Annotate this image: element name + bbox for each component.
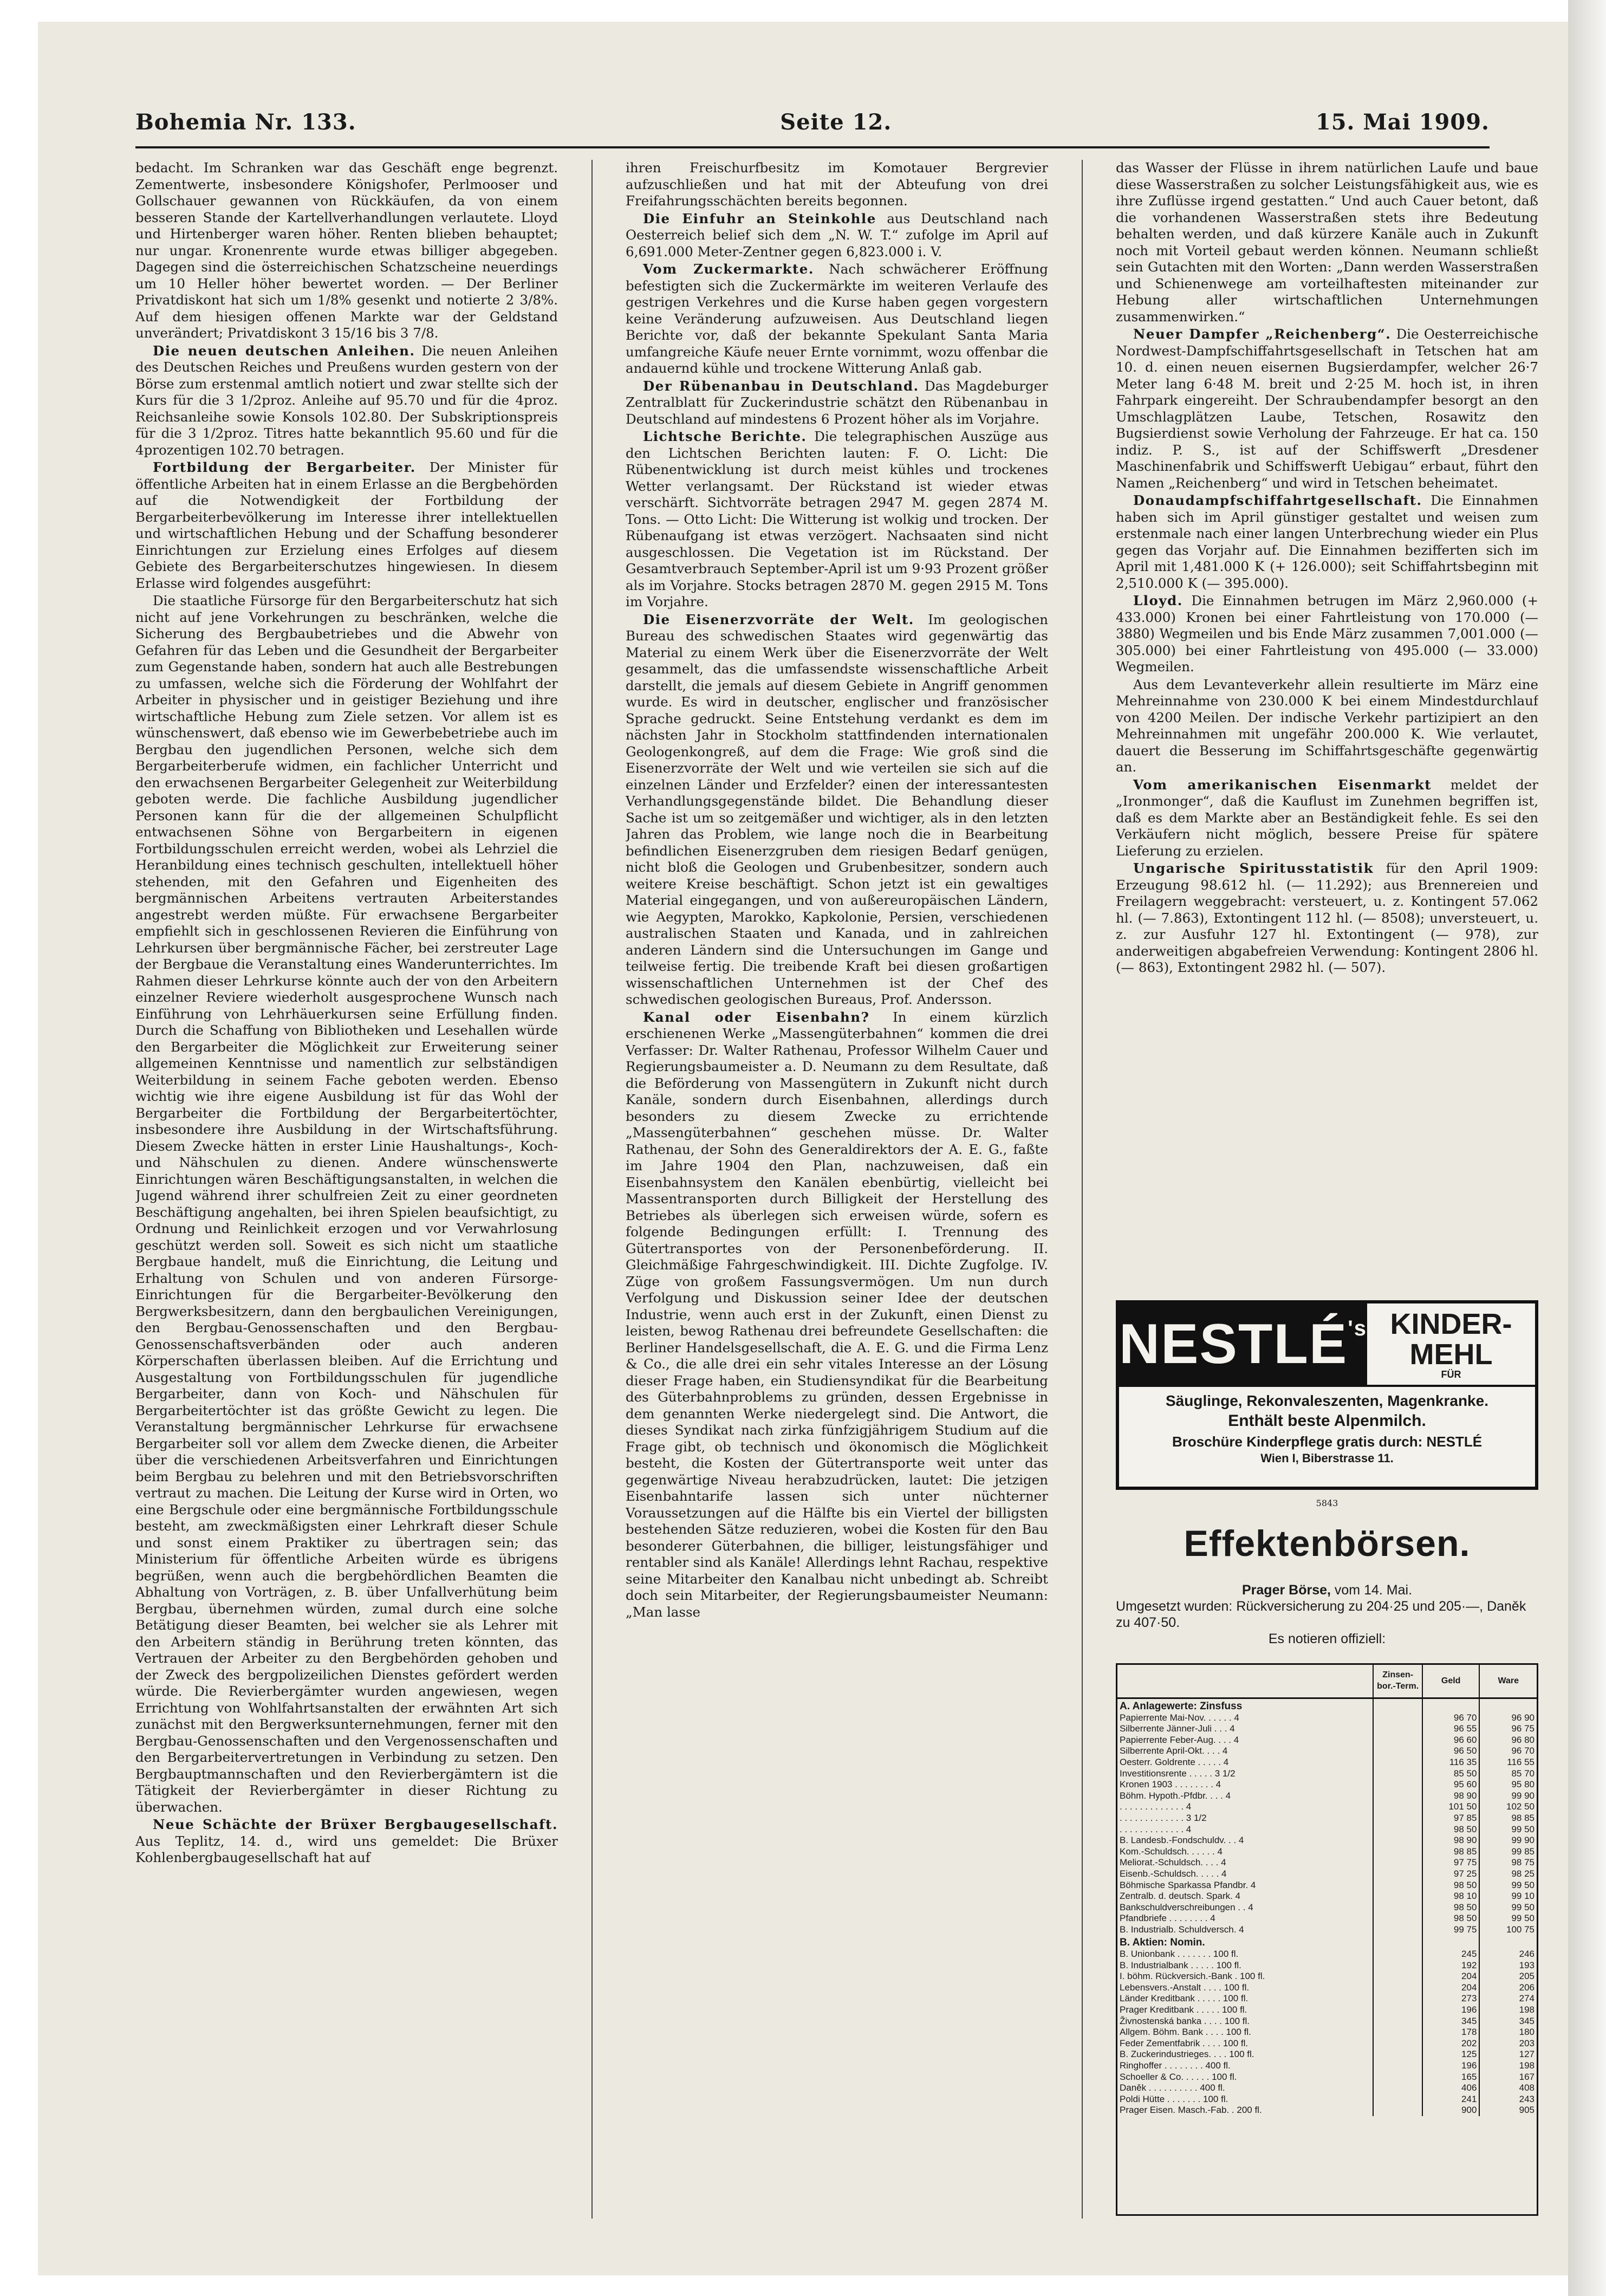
article-text: Das Magdeburger Zentralblatt für Zuckerindustrie schätzt den Rübenanbau in Deutschland auf mindestens 6 Prozent höher als im Vorjahre.: [626, 378, 1048, 427]
table-row: [1117, 1949, 1537, 1960]
table-row: [1117, 1924, 1537, 1936]
effekten-date: vom 14. Mai.: [1334, 1582, 1413, 1598]
interest-term: [1373, 1813, 1422, 1824]
paragraph: Die staatliche Fürsorge für den Bergarbeiterschutz hat sich nicht auf jene Vorkehrungen zu beschränken, welche die Sicherung des Bergbaubetriebes und die Abwehr von Gefahren für das Leben und die Gesundheit der Bergarbeiter zum Gegenstande haben, sondern hat auch alle Bestrebungen zu umfassen, welche sich die Förderung der Wohlfahrt der Arbeiter in physischer und in geistiger Beziehung und ihre wirtschaftliche Hebung zum Ziele setzen. Vor allem ist es wünschenswert, daß ebenso wie im Gewerbebetriebe auch im Bergbau den jugendlichen Personen, welche sich dem Bergarbeiterberufe widmen, ein fachlicher Unterricht und den erwachsenen Bergarbeiter Gelegenheit zur Weiterbildung geboten werde. Die fachliche Ausbildung jugendlicher Personen kann für die der allgemeinen Schulpflicht entwachsenen Söhne von Bergarbeitern in eigenen Fortbildungsschulen erreicht werden, wobei als Lehrziel die Heranbildung eines technisch geschulten, intellektuell höher stehenden, mit den Gefahren und Eigenheiten des bergmännischen Arbeitens vertrauten Arbeiterstandes angestrebt werden müßte. Für erwachsene Bergarbeiter empfiehlt sich in geschlossenen Revieren die Einführung von Lehrkursen über bergmännische Fächer, bei zerstreuter Lage der Bergbaue die Veranstaltung eines Wanderunterrichtes. Im Rahmen dieser Lehrkurse könnte auch der von den Arbeitern einzelner Reviere wiederholt ausgesprochene Wunsch nach Einführung von Lehrhäuerkursen seine Erfüllung finden. Durch die Schaffung von Bibliotheken und Lesehallen würde den Bergarbeiter die Möglichkeit zur Erweiterung seiner allgemeinen Kenntnisse und namentlich zur selbständigen Weiterbildung in seinem Fache geboten werden. Ebenso wichtig wie ihre eigene Ausbildung ist für das Wohl der Bergarbeiter die Fortbildung der Bergarbeitertöchter, insbesondere ihre Ausbildung in der Wirtschaftsführung. Diesem Zwecke hätten in erster Linie Haushaltungs-, Koch- und Nähschulen zu dienen. Andere wünschenswerte Einrichtungen wären Beschäftigungsanstalten, in welchen die Jugend während ihrer schulfreien Zeit zu einer geordneten Beschäftigung angehalten, bei ihren Spielen beaufsichtigt, zu Ordnung und Reinlichkeit erzogen und vor Verwahrlosung geschützt werden soll. Soweit es sich nicht um staatliche Bergbaue handelt, muß die Einrichtung, die Leitung und Erhaltung von Schulen und von anderen Fürsorge-Einrichtungen für die Bergarbeiter-Bevölkerung den Bergwerksbesitzern, dann den bergbaulichen Vereinigungen, den Bergbau-Genossenschaften und den Bergbau-Genossenschaftsverbänden oder auch anderen Körperschaften überlassen bleiben. Auf die Errichtung und Ausgestaltung von Fortbildungsschulen für jugendliche Bergarbeiter, dann von Koch- und Nähschulen für Bergarbeitertöchter ist das größte Gewicht zu legen. Die Veranstaltung bergmännischer Lehrkurse für erwachsene Bergarbeiter soll vor allem dem Zwecke dienen, die Arbeiter über die verschiedenen Arbeitsverfahren und Einrichtungen beim Bergbau zu belehren und mit den Betriebsvorschriften vertraut zu machen. Die Leitung der Kurse wird in Orten, wo eine Bergschule oder eine bergmännische Fortbildungsschule besteht, am zweckmäßigsten einer Lehrkraft dieser Schule und sonst einem Praktiker zu übertragen sein; das Ministerium für öffentliche Arbeiten würde es übrigens begrüßen, wenn auch die bergbehördlichen Beamten die Abhaltung von Vorträgen, z. B. über Unfallverhütung beim Bergbau, übernehmen würden, zumal durch eine solche Betätigung dieser Beamten, bei welcher sie als Lehrer mit den Arbeitern ständig in Berührung treten könnten, das Vertrauen der Arbeiter zu den Bergbehörden gehoben und der Zweck des bergpolizeilichen Dienstes gefördert werden würde. Die Revierbergämter wurden angewiesen, wegen Errichtung von Wohlfahrtsanstalten der erwähnten Art sich zunächst mit den Bergwerksunternehmungen, ferner mit den Bergbau-Genossenschaften und den Vergenossenschaften und den Bergarbeitervertretungen in Verbindung zu setzen. Den Bergbauptmannschaften und den Revierbergämtern ist die Tätigkeit der Revierbergämter in dieser Richtung zu überwachen.: [135, 593, 558, 1815]
paragraph: bedacht. Im Schranken war das Geschäft enge begrenzt. Zementwerte, insbesondere Königshofer, Perlmooser und Gollschauer gewannen von Rückkäufen, da von einem besseren Stande der Kartellverhandlungen verlautete. Lloyd und Hirtenberger waren höher. Renten blieben behauptet; nur ungar. Kronenrente wurde etwas billiger abgegeben. Dagegen sind die österreichischen Schatzscheine neuerdings um 10 Heller höher bewertet worden. — Der Berliner Privatdiskont hat sich um 1/8% gesenkt und notierte 2 3/8%. Auf dem hiesigen offenen Markte war der Geldstand unverändert; Privatdiskont 3 15/16 bis 3 7/8.: [135, 160, 558, 341]
interest-term: [1373, 1713, 1422, 1724]
article-heading: Donaudampfschiffahrtgesellschaft.: [1133, 492, 1422, 508]
table-row: [1117, 1801, 1537, 1813]
ask-price: 85 70: [1479, 1768, 1537, 1780]
interest-term: [1373, 1746, 1422, 1757]
ask-price: 345: [1479, 2016, 1537, 2027]
column-rule: [591, 160, 593, 2219]
interest-term: [1373, 1935, 1422, 1949]
column-3: [1116, 160, 1538, 1292]
table-row: [1117, 1723, 1537, 1735]
article-heading: Die Eisenerzvorräte der Welt.: [643, 611, 914, 627]
ad-brand: NESTLÉ: [1119, 1312, 1348, 1376]
col-header-geld: Geld: [1422, 1665, 1480, 1698]
interest-term: [1373, 1902, 1422, 1914]
interest-term: [1373, 1723, 1422, 1735]
table-header-row: [1117, 1665, 1537, 1698]
ask-price: 95 80: [1479, 1779, 1537, 1791]
security-name: Živnostenská banka . . . . 100 fl.: [1120, 2015, 1250, 2026]
ad-line: Säuglinge, Rekonvaleszenten, Magenkranke.: [1166, 1392, 1488, 1409]
article-heading: Lloyd.: [1133, 593, 1183, 608]
security-name: Meliorat.-Schuldsch. . . . 4: [1120, 1857, 1226, 1868]
ad-brand-logo: [1119, 1303, 1367, 1385]
ask-price: 193: [1479, 1960, 1537, 1971]
column-1: [135, 160, 558, 2219]
ask-price: 206: [1479, 1982, 1537, 1994]
ask-price: 98 85: [1479, 1813, 1537, 1824]
article-text: Die Einnahmen betrugen im März 2,960.000 (+ 433.000) Kronen bei einer Fahrtleistung von 170.000 (— 3880) Wegmeilen und bis Ende März zusammen 7,001.000 (— 305.000) bei einer Fahrtleistung von 495.000 (— 33.000) Wegmeilen.: [1116, 593, 1538, 674]
interest-term: [1373, 1993, 1422, 2005]
security-name: . . . . . . . . . . . . . 4: [1120, 1824, 1192, 1834]
article-text: aus Deutschland nach Oesterreich belief sich dem „N. W. T.“ zufolge im April auf 6,691.000 Meter-Zentner gegen 6,823.000 i. V.: [626, 210, 1048, 260]
bid-price: 900: [1422, 2105, 1480, 2116]
article-heading: Der Rübenanbau in Deutschland.: [643, 378, 919, 394]
security-name: Ringhoffer . . . . . . . . 400 fl.: [1120, 2060, 1231, 2071]
table-row: [1117, 1768, 1537, 1780]
interest-term: [1373, 2038, 1422, 2049]
interest-term: [1373, 1913, 1422, 1924]
interest-term: [1373, 1960, 1422, 1971]
interest-term: [1373, 1949, 1422, 1960]
bid-price: 98 50: [1422, 1913, 1480, 1924]
security-name: Bankschuldverschreibungen . . 4: [1120, 1902, 1253, 1912]
security-name: Silberrente Jänner-Juli . . . 4: [1120, 1723, 1235, 1734]
interest-term: [1373, 1824, 1422, 1835]
ask-price: [1479, 1698, 1537, 1713]
interest-term: [1373, 2005, 1422, 2016]
page-header: [135, 103, 1490, 141]
table-row: [1117, 1869, 1537, 1880]
bid-price: 96 60: [1422, 1735, 1480, 1746]
security-name: Prager Eisen. Masch.-Fab. . 200 fl.: [1120, 2105, 1262, 2116]
table-row: [1117, 1735, 1537, 1746]
interest-term: [1373, 1924, 1422, 1936]
article-text: Der Minister für öffentliche Arbeiten hat in einem Erlasse an die Bergbehörden auf die Notwendigkeit der Fortbildung der Bergarbeiterbevölkerung im Interesse ihrer intellektuellen und wirtschaftlichen Hebung und der Schaffung besonderer Einrichtungen zur Erzielung eines Erfolges auf diesem Gebiete des Bergarbeiterschutzes hingewiesen. In diesem Erlasse wird folgendes ausgeführt:: [135, 459, 558, 591]
bid-price: 96 55: [1422, 1723, 1480, 1735]
article-paragraph: [1116, 593, 1538, 676]
interest-term: [1373, 1735, 1422, 1746]
interest-term: [1373, 1801, 1422, 1813]
article-paragraph: [1116, 326, 1538, 491]
table-row: [1117, 2105, 1537, 2116]
security-name: Feder Zementfabrik . . . . 100 fl.: [1120, 2038, 1249, 2048]
article-heading: Lichtsche Berichte.: [643, 429, 807, 444]
security-name: B. Unionbank . . . . . . . 100 fl.: [1120, 1949, 1239, 1960]
ad-product-line: MEHL: [1409, 1338, 1493, 1371]
security-name: B. Industrialb. Schuldversch. 4: [1120, 1924, 1244, 1935]
interest-term: [1373, 1835, 1422, 1846]
ask-price: 96 90: [1479, 1713, 1537, 1724]
article-text: Nach schwächerer Eröffnung befestigten sich die Zuckermärkte im weiteren Verlaufe des gestrigen Verkehres und die Kurse haben gegen vorgestern keine Veränderung aufzuweisen. Aus Deutschland liegen Berichte vor, daß der bekannte Spekulant Santa Maria umfangreiche Käufe neuer Ernte vornimmt, wozu offenbar die andauernd kühle und trockene Witterung Anlaß gab.: [626, 261, 1048, 376]
bid-price: 99 75: [1422, 1924, 1480, 1936]
table-row: [1117, 2094, 1537, 2105]
article-heading: Vom amerikanischen Eisenmarkt: [1133, 776, 1432, 793]
ask-price: 180: [1479, 2027, 1537, 2038]
ad-brand-suffix: 's: [1348, 1316, 1368, 1340]
header-center: Seite 12.: [780, 109, 892, 135]
table-row: [1117, 1960, 1537, 1971]
table-row: [1117, 1757, 1537, 1768]
header-right: 15. Mai 1909.: [1315, 109, 1490, 135]
ask-price: 99 50: [1479, 1913, 1537, 1924]
article-text: Die telegraphischen Auszüge aus den Lichtschen Berichten lauten: F. O. Licht: Die Rübenentwicklung ist durch meist kühles und trockenes Wetter verlangsamt. Der Rückstand ist wieder etwas verschärft. Sichtvorräte betragen 2947 M. gegen 2874 M. Tons. — Otto Licht: Die Witterung ist wolkig und trocken. Der Rübenaufgang ist etwas verzögert. Nachsaaten sind nicht ausgeschlossen. Die Vegetation ist im Rückstand. Der Gesamtverbrauch September-April ist um 9·93 Prozent größer als im Vorjahre. Stocks betragen 2870 M. gegen 2915 M. Tons im Vorjahre.: [626, 429, 1048, 609]
effekten-intro: [1116, 1582, 1538, 1647]
bid-price: 245: [1422, 1949, 1480, 1960]
ask-price: 98 75: [1479, 1857, 1537, 1869]
table-row: [1117, 1857, 1537, 1869]
interest-term: [1373, 1857, 1422, 1869]
interest-term: [1373, 1880, 1422, 1891]
col-header-name: [1117, 1665, 1373, 1698]
ad-banner: [1119, 1303, 1535, 1387]
bid-price: 241: [1422, 2094, 1480, 2105]
paragraph: das Wasser der Flüsse in ihrem natürlichen Laufe und baue diese Wasserstraßen zu solcher Leistungsfähigkeit aus, wie es ihre Zuflüsse irgend gestatten.“ Und auch Cauer betont, daß die vorhandenen Wasserstraßen stets ihre Bedeutung behalten werden, und daß kürzere Kanäle auch in Zukunft noch mit Vorteil gebaut werden können. Neumann schließt sein Gutachten mit den Worten: „Dann werden Wasserstraßen und Schienenwege am vorteilhaftesten miteinander zur Hebung aller wirtschaftlichen Unternehmungen zusammenwirken.“: [1116, 160, 1538, 325]
security-name: Poldi Hütte . . . . . . . 100 fl.: [1120, 2093, 1228, 2104]
ad-product-line: KINDER-: [1390, 1308, 1512, 1340]
article-paragraph: [135, 343, 558, 459]
security-name: Länder Kreditbank . . . . . 100 fl.: [1120, 1993, 1249, 2004]
article-text: Im geologischen Bureau des schwedischen Staates wird gegenwärtig das Material zu einem Werk über die Eisenerzvorräte der Welt gesammelt, das die umfassendste wissenschaftliche Arbeit darstellt, die jemals auf diesem Gebiete in Angriff genommen wurde. Es wird in deutscher, englischer und französischer Sprache gedruckt. Seine Entstehung verdankt es dem im nächsten Jahr in Stockholm stattfindenden internationalen Geologenkongreß, auf dem die Frage: Wie groß sind die Eisenerzvorräte der Welt und wie verteilen sie sich auf die einzelnen Länder und Erzfelder? einen der interessantesten Verhandlungsgegenstände bildet. Die Behandlung dieser Sache ist um so zeitgemäßer und wichtiger, als in den letzten Jahren das Problem, wie lange noch die in Bearbeitung befindlichen Eisenerzgruben dem riesigen Bedarf genügen, nicht bloß die Geologen und Grubenbesitzer, sondern auch weitere Kreise beschäftigt. Schon jetzt ist ein gewaltiges Material eingegangen, und von außereuropäischen Ländern, wie Aegypten, Marokko, Kapkolonie, Persien, verschiedenen australischen Staaten und Kanada, und in zahlreichen anderen Ländern sind die Untersuchungen im Gange und teilweise fertig. Die treibende Kraft bei diesen großartigen wissenschaftlichen Unternehmen ist der Chef des schwedischen geologischen Bureaus, Prof. Andersson.: [626, 611, 1048, 1007]
ad-line: Wien I, Biberstrasse 11.: [1260, 1451, 1394, 1465]
article-text: Die neuen Anleihen des Deutschen Reiches und Preußens wurden gestern von der Börse zum erstenmal amtlich notiert und zwar stellte sich der Kurs für die 3 1/2proz. Anleihe auf 95.70 und für die 4proz. Reichsanleihe sowie Konsols 102.80. Der Subskriptionspreis für die 3 1/2proz. Titres hatte bekanntlich 95.60 und für die 4prozentigen 102.70 betragen.: [135, 342, 558, 458]
article-paragraph: [135, 459, 558, 592]
ask-price: 99 50: [1479, 1902, 1537, 1914]
article-paragraph: [626, 378, 1048, 428]
bid-price: 98 50: [1422, 1824, 1480, 1835]
bid-price: 202: [1422, 2038, 1480, 2049]
article-paragraph: [626, 1009, 1048, 1621]
table-row: [1117, 1913, 1537, 1924]
interest-term: [1373, 1698, 1422, 1713]
interest-term: [1373, 1971, 1422, 1982]
interest-term: [1373, 1768, 1422, 1780]
table-row: [1117, 1982, 1537, 1994]
security-name: Allgem. Böhm. Bank . . . . 100 fl.: [1120, 2027, 1251, 2038]
bid-price: [1422, 1935, 1480, 1949]
security-name: Böhm. Hypoth.-Pfdbr. . . . 4: [1120, 1790, 1231, 1801]
security-name: Pfandbriefe . . . . . . . . 4: [1120, 1913, 1215, 1924]
interest-term: [1373, 2060, 1422, 2072]
article-text: Aus Teplitz, 14. d., wird uns gemeldet: Die Brüxer Kohlenbergbaugesellschaft hat auf: [135, 1833, 558, 1865]
bid-price: 97 85: [1422, 1813, 1480, 1824]
ask-price: 96 75: [1479, 1723, 1537, 1735]
ask-price: 96 70: [1479, 1746, 1537, 1757]
article-text: In einem kürzlich erschienenen Werke „Massengüterbahnen“ kommen die drei Verfasser: Dr. Walter Rathenau, Professor Wilhelm Cauer und Regierungsbaumeister a. D. Neumann zu dem Resultate, daß die Beförderung von Massengütern in Zukunft nicht durch Kanäle, sondern durch Eisenbahnen, allerdings durch besonders zu diesem Zwecke zu errichtende „Massengüterbahnen“ geschehen müsse. Dr. Walter Rathenau, der Sohn des Generaldirektors der A. E. G., faßte im Jahre 1904 den Plan, nachzuweisen, daß ein Eisenbahnsystem den Kanälen ebenbürtig, vielleicht bei Massentransporten durch Billigkeit der Herstellung des Betriebes als überlegen sich erweisen würde, sofern es folgende Bedingungen erfüllt: I. Trennung des Gütertransportes von der Personenbeförderung. II. Gleichmäßige Fahrgeschwindigkeit. III. Dichte Zugfolge. IV. Züge von großem Fassungsvermögen. Um nun durch Verfolgung und Diskussion seiner Idee der deutschen Industrie, wenn auch erst in der Zukunft, einen Dienst zu leisten, bewog Rathenau drei befreundete Gesellschaften: die Berliner Handelsgesellschaft, die A. E. G. und die Firma Lenz & Co., die alle drei ein sehr vitales Interesse an der Lösung dieser Frage haben, ein Studiensyndikat für die Bearbeitung des Güterbahnproblems zu gründen, dessen Ergebnisse in dem genannten Werke niedergelegt sind. Die Antwort, die dieses Syndikat nach zirka fünfzigjährigem Studium auf die Frage gibt, ob technisch und ökonomisch die Möglichkeit besteht, die Kosten der Gütertransporte weit unter das gegenwärtige Niveau herabzudrücken, lautet: Die jetzigen Eisenbahntarife lassen sich unter nüchterner Voraussetzungen auf die Hälfte bis ein Viertel der billigsten bestehenden Sätze reduzieren, wobei die Kosten für den Bau besonderer Güterbahnen, die billiger, leistungsfähiger und rentabler sind als Kanäle! Allerdings lehnt Rachau, respektive seine Mitarbeiter den Kanalbau nicht unbedingt ab. Schreibt doch sein Mitarbeiter, der Regierungsbaumeister Neumann: „Man lasse: [626, 1009, 1048, 1620]
column-rule: [1082, 160, 1083, 2219]
table-row: [1117, 2038, 1537, 2049]
bid-price: 165: [1422, 2072, 1480, 2083]
ask-price: 99 50: [1479, 1880, 1537, 1891]
ask-price: 100 75: [1479, 1924, 1537, 1936]
table-row: [1117, 1713, 1537, 1724]
article-heading: Vom Zuckermarkte.: [643, 261, 814, 277]
bid-price: 98 50: [1422, 1880, 1480, 1891]
table-row: [1117, 1698, 1537, 1713]
article-text: Die Oesterreichische Nordwest-Dampfschiffahrtsgesellschaft in Tetschen hat am 10. d. einen neuen eisernen Bugsierdampfer, welcher 26·7 Meter lang 6·48 M. breit und 2·25 M. hoch ist, in ihren Fahrpark eingereiht. Der Schraubendampfer besorgt an den Umschlagplätzen Laube, Tetschen, Rosawitz den Bugsierdienst sowie Verholung der Fahrzeuge. Er hat ca. 150 indiz. P. S., ist auf der Schiffswerft „Dresdener Maschinenfabrik und Schiffswerft Uebigau“ erbaut, führt den Namen „Reichenberg“ und wird in Tetschen beheimatet.: [1116, 326, 1538, 491]
security-name: B. Zuckerindustrieges. . . . 100 fl.: [1120, 2049, 1254, 2060]
ask-price: 203: [1479, 2038, 1537, 2049]
article-heading: Neuer Dampfer „Reichenberg“.: [1133, 326, 1392, 342]
interest-term: [1373, 2094, 1422, 2105]
security-name: Zentralb. d. deutsch. Spark. 4: [1120, 1891, 1241, 1902]
ask-price: 99 90: [1479, 1791, 1537, 1802]
security-name: I. böhm. Rückversich.-Bank . 100 fl.: [1120, 1971, 1265, 1982]
security-name: Papierrente Feber-Aug. . . . 4: [1120, 1734, 1239, 1745]
security-name: B. Industrialbank . . . . . 100 fl.: [1120, 1960, 1241, 1970]
paragraph: ihren Freischurfbesitz im Komotauer Bergrevier aufzuschließen und hat mit der Abteufung von drei Freifahrungsschächten bereits begonnen.: [626, 160, 1048, 209]
table-row: [1117, 1880, 1537, 1891]
ad-code: 5843: [1316, 1498, 1338, 1508]
ask-price: 99 90: [1479, 1835, 1537, 1846]
article-text: für den April 1909: Erzeugung 98.612 hl. (— 11.292); aus Brennereien und Freilagern weggebracht: versteuert, u. z. Kontingent 57.062 hl. (— 7.863), Extontingent 112 hl. (— 8508); unversteuert, u. z. zur Ausfuhr 127 hl. Extontingent (— 978), zur anderweitigen abgabefreien Verwendung: Kontingent 2806 hl. (— 863), Extontingent 2982 hl. (— 507).: [1116, 860, 1538, 975]
bid-price: 196: [1422, 2005, 1480, 2016]
article-text: Die Einnahmen haben sich im April günstiger gestaltet und weisen zum erstenmale nach einer langen Unterbrechung wieder ein Plus gegen das Vorjahr auf. Die Einnahmen bezifferten sich im April mit 1,481.000 K (+ 126.000); seit Schiffahrtsbeginn mit 2,510.000 K (— 395.000).: [1116, 492, 1538, 591]
ask-price: 116 55: [1479, 1757, 1537, 1768]
security-name: Eisenb.-Schuldsch. . . . . 4: [1120, 1868, 1227, 1879]
article-paragraph: [626, 211, 1048, 261]
effekten-title: Effektenbörsen.: [1184, 1523, 1471, 1564]
ask-price: 99 10: [1479, 1891, 1537, 1902]
header-rule: [135, 146, 1490, 148]
security-name: . . . . . . . . . . . . . 3 1/2: [1120, 1812, 1207, 1823]
table-row: [1117, 2005, 1537, 2016]
column-2: [626, 160, 1048, 2219]
bid-price: 98 10: [1422, 1891, 1480, 1902]
ask-price: 198: [1479, 2005, 1537, 2016]
ask-price: 198: [1479, 2060, 1537, 2072]
table-row: [1117, 2072, 1537, 2083]
security-name: Kronen 1903 . . . . . . . . 4: [1120, 1779, 1221, 1790]
security-name: Prager Kreditbank . . . . . 100 fl.: [1120, 2005, 1247, 2015]
ask-price: 246: [1479, 1949, 1537, 1960]
table-row: [1117, 1746, 1537, 1757]
ask-price: [1479, 1935, 1537, 1949]
interest-term: [1373, 2049, 1422, 2060]
bid-price: 85 50: [1422, 1768, 1480, 1780]
table-row: [1117, 2027, 1537, 2038]
bid-price: 95 60: [1422, 1779, 1480, 1791]
table-row: [1117, 1835, 1537, 1846]
security-name: B. Aktien: Nomin.: [1120, 1937, 1205, 1949]
col-header-ware: Ware: [1479, 1665, 1537, 1698]
interest-term: [1373, 2105, 1422, 2116]
ask-price: 243: [1479, 2094, 1537, 2105]
table-row: [1117, 1813, 1537, 1824]
ask-price: 205: [1479, 1971, 1537, 1982]
col-header-zins: Zinsen-bor.-Term.: [1373, 1665, 1422, 1698]
interest-term: [1373, 2072, 1422, 2083]
effekten-subtitle-bold: Prager Börse,: [1241, 1582, 1331, 1598]
ad-product-line: FÜR: [1441, 1369, 1461, 1380]
table-row: [1117, 1993, 1537, 2005]
interest-term: [1373, 1779, 1422, 1791]
ask-price: 274: [1479, 1993, 1537, 2005]
table-row: [1117, 1791, 1537, 1802]
bid-price: 98 90: [1422, 1835, 1480, 1846]
article-paragraph: [626, 429, 1048, 611]
bid-price: 273: [1422, 1993, 1480, 2005]
interest-term: [1373, 2016, 1422, 2027]
table-row: [1117, 1971, 1537, 1982]
security-name: Silberrente April-Okt. . . . 4: [1120, 1746, 1228, 1756]
ad-line: Enthält beste Alpenmilch.: [1228, 1412, 1426, 1430]
bid-price: 101 50: [1422, 1801, 1480, 1813]
ask-price: 408: [1479, 2083, 1537, 2094]
stock-table-body: [1117, 1698, 1537, 2116]
ask-price: 98 25: [1479, 1869, 1537, 1880]
article-heading: Die Einfuhr an Steinkohle: [643, 210, 876, 226]
bid-price: 96 50: [1422, 1746, 1480, 1757]
security-name: . . . . . . . . . . . . . 4: [1120, 1801, 1192, 1812]
ask-price: 102 50: [1479, 1801, 1537, 1813]
article-paragraph: [1116, 860, 1538, 976]
article-paragraph: [626, 612, 1048, 1008]
bid-price: 125: [1422, 2049, 1480, 2060]
header-left: Bohemia Nr. 133.: [135, 109, 356, 135]
security-name: Papierrente Mai-Nov. . . . . . 4: [1120, 1712, 1239, 1723]
bid-price: [1422, 1698, 1480, 1713]
bid-price: 406: [1422, 2083, 1480, 2094]
table-row: [1117, 1902, 1537, 1914]
bid-price: 178: [1422, 2027, 1480, 2038]
security-name: Kom.-Schuldsch. . . . . . 4: [1120, 1846, 1223, 1857]
bid-price: 97 25: [1422, 1869, 1480, 1880]
security-name: Investitionsrente . . . . . 3 1/2: [1120, 1768, 1236, 1779]
article-heading: Neue Schächte der Brüxer Bergbaugesellschaft.: [153, 1817, 558, 1832]
article-heading: Ungarische Spiritusstatistik: [1133, 860, 1374, 876]
interest-term: [1373, 1869, 1422, 1880]
article-paragraph: [1116, 777, 1538, 860]
table-row: [1117, 1891, 1537, 1902]
effekten-text: Umgesetzt wurden: Rückversicherung zu 204·25 und 205·—, Daněk zu 407·50.: [1116, 1599, 1526, 1630]
interest-term: [1373, 1891, 1422, 1902]
security-name: Daněk . . . . . . . . . . 400 fl.: [1120, 2083, 1225, 2093]
article-paragraph: [1116, 492, 1538, 592]
ask-price: 127: [1479, 2049, 1537, 2060]
ad-product: [1367, 1303, 1535, 1385]
scan-edge: [1568, 0, 1606, 2296]
interest-term: [1373, 1982, 1422, 1994]
effekten-note: Es notieren offiziell:: [1268, 1631, 1386, 1646]
bid-price: 192: [1422, 1960, 1480, 1971]
bid-price: 98 85: [1422, 1846, 1480, 1858]
article-heading: Die neuen deutschen Anleihen.: [153, 342, 415, 359]
bid-price: 97 75: [1422, 1857, 1480, 1869]
effekten-subtitle: [1116, 1582, 1538, 1598]
table-row: [1117, 1824, 1537, 1835]
security-name: Lebensvers.-Anstalt . . . . 100 fl.: [1120, 1982, 1250, 1993]
bid-price: 196: [1422, 2060, 1480, 2072]
ask-price: 99 85: [1479, 1846, 1537, 1858]
table-row: [1117, 2049, 1537, 2060]
table-row: [1117, 2060, 1537, 2072]
table-row: [1117, 1779, 1537, 1791]
article-paragraph: [135, 1817, 558, 1866]
interest-term: [1373, 1846, 1422, 1858]
table-row: [1117, 2016, 1537, 2027]
article-heading: Fortbildung der Bergarbeiter.: [153, 459, 416, 475]
ask-price: 99 50: [1479, 1824, 1537, 1835]
article-text: meldet der „Ironmonger“, daß die Kauflust im Zunehmen begriffen ist, daß es dem Markte aber an Beständigkeit fehle. Es sei den Verkäufern nicht möglich, bessere Preise für spätere Lieferung zu erzielen.: [1116, 776, 1538, 859]
interest-term: [1373, 1757, 1422, 1768]
interest-term: [1373, 2083, 1422, 2094]
article-heading: Kanal oder Eisenbahn?: [643, 1009, 870, 1025]
security-name: A. Anlagewerte: Zinsfuss: [1120, 1701, 1243, 1712]
bid-price: 96 70: [1422, 1713, 1480, 1724]
bid-price: 345: [1422, 2016, 1480, 2027]
bid-price: 204: [1422, 1971, 1480, 1982]
security-name: Oesterr. Goldrente . . . . . 4: [1120, 1756, 1229, 1767]
ask-price: 96 80: [1479, 1735, 1537, 1746]
ad-line: Broschüre Kinderpflege gratis durch: NESTLÉ: [1172, 1434, 1483, 1450]
interest-term: [1373, 1791, 1422, 1802]
ask-price: 905: [1479, 2105, 1537, 2116]
security-name: B. Landesb.-Fondschuldv. . . 4: [1120, 1835, 1244, 1846]
bid-price: 204: [1422, 1982, 1480, 1994]
article-paragraph: [626, 261, 1048, 377]
security-name: Schoeller & Co. . . . . . 100 fl.: [1120, 2071, 1237, 2082]
interest-term: [1373, 2027, 1422, 2038]
bid-price: 116 35: [1422, 1757, 1480, 1768]
nestle-advertisement: [1116, 1300, 1538, 1490]
table-row: [1117, 1846, 1537, 1858]
paragraph: Aus dem Levanteverkehr allein resultierte im März eine Mehreinnahme von 230.000 K bei einem Mindestdurchlauf von 4200 Meilen. Der indische Verkehr partizipiert an den Mehreinnahmen mit ungefähr 200.000 K. Wie verlautet, dauert die Besserung im Schiffahrtsgeschäfte gegenwärtig an.: [1116, 676, 1538, 775]
security-name: Böhmische Sparkassa Pfandbr. 4: [1120, 1879, 1256, 1890]
bid-price: 98 50: [1422, 1902, 1480, 1914]
table-row: [1117, 1935, 1537, 1949]
stock-table: [1116, 1663, 1538, 2216]
ask-price: 167: [1479, 2072, 1537, 2083]
bid-price: 98 90: [1422, 1791, 1480, 1802]
table-row: [1117, 2083, 1537, 2094]
